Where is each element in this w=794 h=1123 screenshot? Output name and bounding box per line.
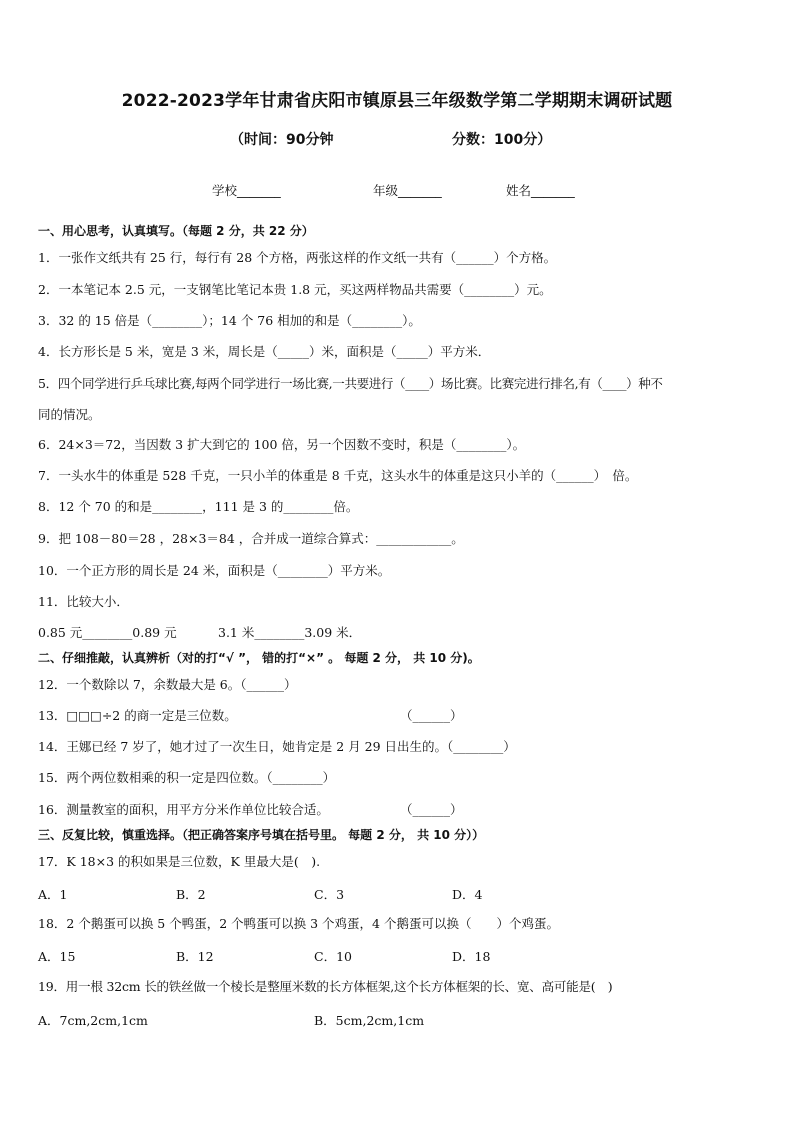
question-14: 14．王娜已经 7 岁了，她才过了一次生日，她肯定是 2 月 29 日出生的。（________） (38, 739, 516, 754)
exam-time: （时间：90分钟 (230, 132, 334, 148)
question-2: 2．一本笔记本 2.5 元，一支钢笔比笔记本贵 1.8 元，买这两样物品共需要（________）元。 (38, 282, 552, 297)
question-1: 1．一张作文纸共有 25 行，每行有 28 个方格，两张这样的作文纸一共有（______）个方格。 (38, 250, 557, 265)
question-8: 8．12 个 70 的和是________，111 是 3 的________倍。 (38, 499, 359, 514)
question-6: 6．24×3＝72，当因数 3 扩大到它的 100 倍，另一个因数不变时，积是（________）。 (38, 437, 526, 452)
question-12: 12．一个数除以 7，余数最大是 6。（______） (38, 677, 297, 692)
question-18-option-d: D．18 (452, 949, 491, 964)
question-19-option-b: B．5cm,2cm,1cm (314, 1013, 425, 1028)
question-17-option-d: D．4 (452, 887, 483, 902)
section-3-heading: 三、反复比较，慎重选择。（把正确答案序号填在括号里。 每题 2 分， 共 10 分）） (38, 828, 485, 842)
question-18: 18．2 个鹅蛋可以换 5 个鸭蛋，2 个鸭蛋可以换 3 个鸡蛋，4 个鹅蛋可以换（ ）个鸡蛋。 (38, 916, 559, 931)
name-field: 姓名_______ (506, 183, 575, 198)
question-13: 13．□□□÷2 的商一定是三位数。 (38, 708, 237, 723)
question-16-answer-blank: （______） (400, 802, 463, 817)
question-18-option-c: C．10 (314, 949, 352, 964)
question-13-answer-blank: （______） (400, 708, 463, 723)
section-2-heading: 二、仔细推敲，认真辨析（对的打“√ ”， 错的打“×” 。 每题 2 分， 共 10 分)。 (38, 651, 480, 665)
question-5-line-2: 同的情况。 (38, 407, 101, 422)
question-17-option-a: A．1 (38, 887, 68, 902)
question-4: 4．长方形长是 5 米，宽是 3 米，周长是（_____）米，面积是（_____）平方米． (38, 344, 491, 359)
question-17-option-c: C．3 (314, 887, 345, 902)
question-11-part-b: 3.1 米________3.09 米． (218, 625, 362, 640)
question-15: 15．两个两位数相乘的积一定是四位数。（________） (38, 770, 336, 785)
question-5-line-1: 5．四个同学进行乒乓球比赛,每两个同学进行一场比赛,一共要进行（____）场比赛。比赛完进行排名,有（____）种不 (38, 376, 663, 391)
school-field: 学校_______ (212, 183, 281, 198)
question-17: 17．K 18×3 的积如果是三位数，K 里最大是( ). (38, 854, 321, 869)
question-9: 9．把 108－80＝28 ，28×3＝84 ，合并成一道综合算式：____________。 (38, 531, 464, 546)
question-16: 16．测量教室的面积，用平方分米作单位比较合适。 (38, 802, 329, 817)
exam-title: 2022-2023学年甘肃省庆阳市镇原县三年级数学第二学期期末调研试题 (121, 91, 673, 111)
section-1-heading: 一、用心思考，认真填写。（每题 2 分，共 22 分） (38, 224, 314, 238)
question-19: 19．用一根 32cm 长的铁丝做一个棱长是整厘米数的长方体框架,这个长方体框架的长、宽、高可能是( ) (38, 979, 613, 994)
exam-score: 分数：100分） (452, 132, 552, 148)
question-10: 10．一个正方形的周长是 24 米，面积是（________）平方米。 (38, 563, 391, 578)
question-11: 11．比较大小． (38, 594, 129, 609)
question-18-option-b: B．12 (176, 949, 214, 964)
question-19-option-a: A．7cm,2cm,1cm (38, 1013, 148, 1028)
grade-field: 年级_______ (373, 183, 442, 198)
question-7: 7．一头水牛的体重是 528 千克，一只小羊的体重是 8 千克，这头水牛的体重是这只小羊的（______） 倍。 (38, 468, 638, 483)
question-11-part-a: 0.85 元________0.89 元 (38, 625, 177, 640)
question-17-option-b: B．2 (176, 887, 206, 902)
question-3: 3．32 的 15 倍是（________）；14 个 76 相加的和是（________）。 (38, 313, 421, 328)
question-18-option-a: A．15 (38, 949, 76, 964)
